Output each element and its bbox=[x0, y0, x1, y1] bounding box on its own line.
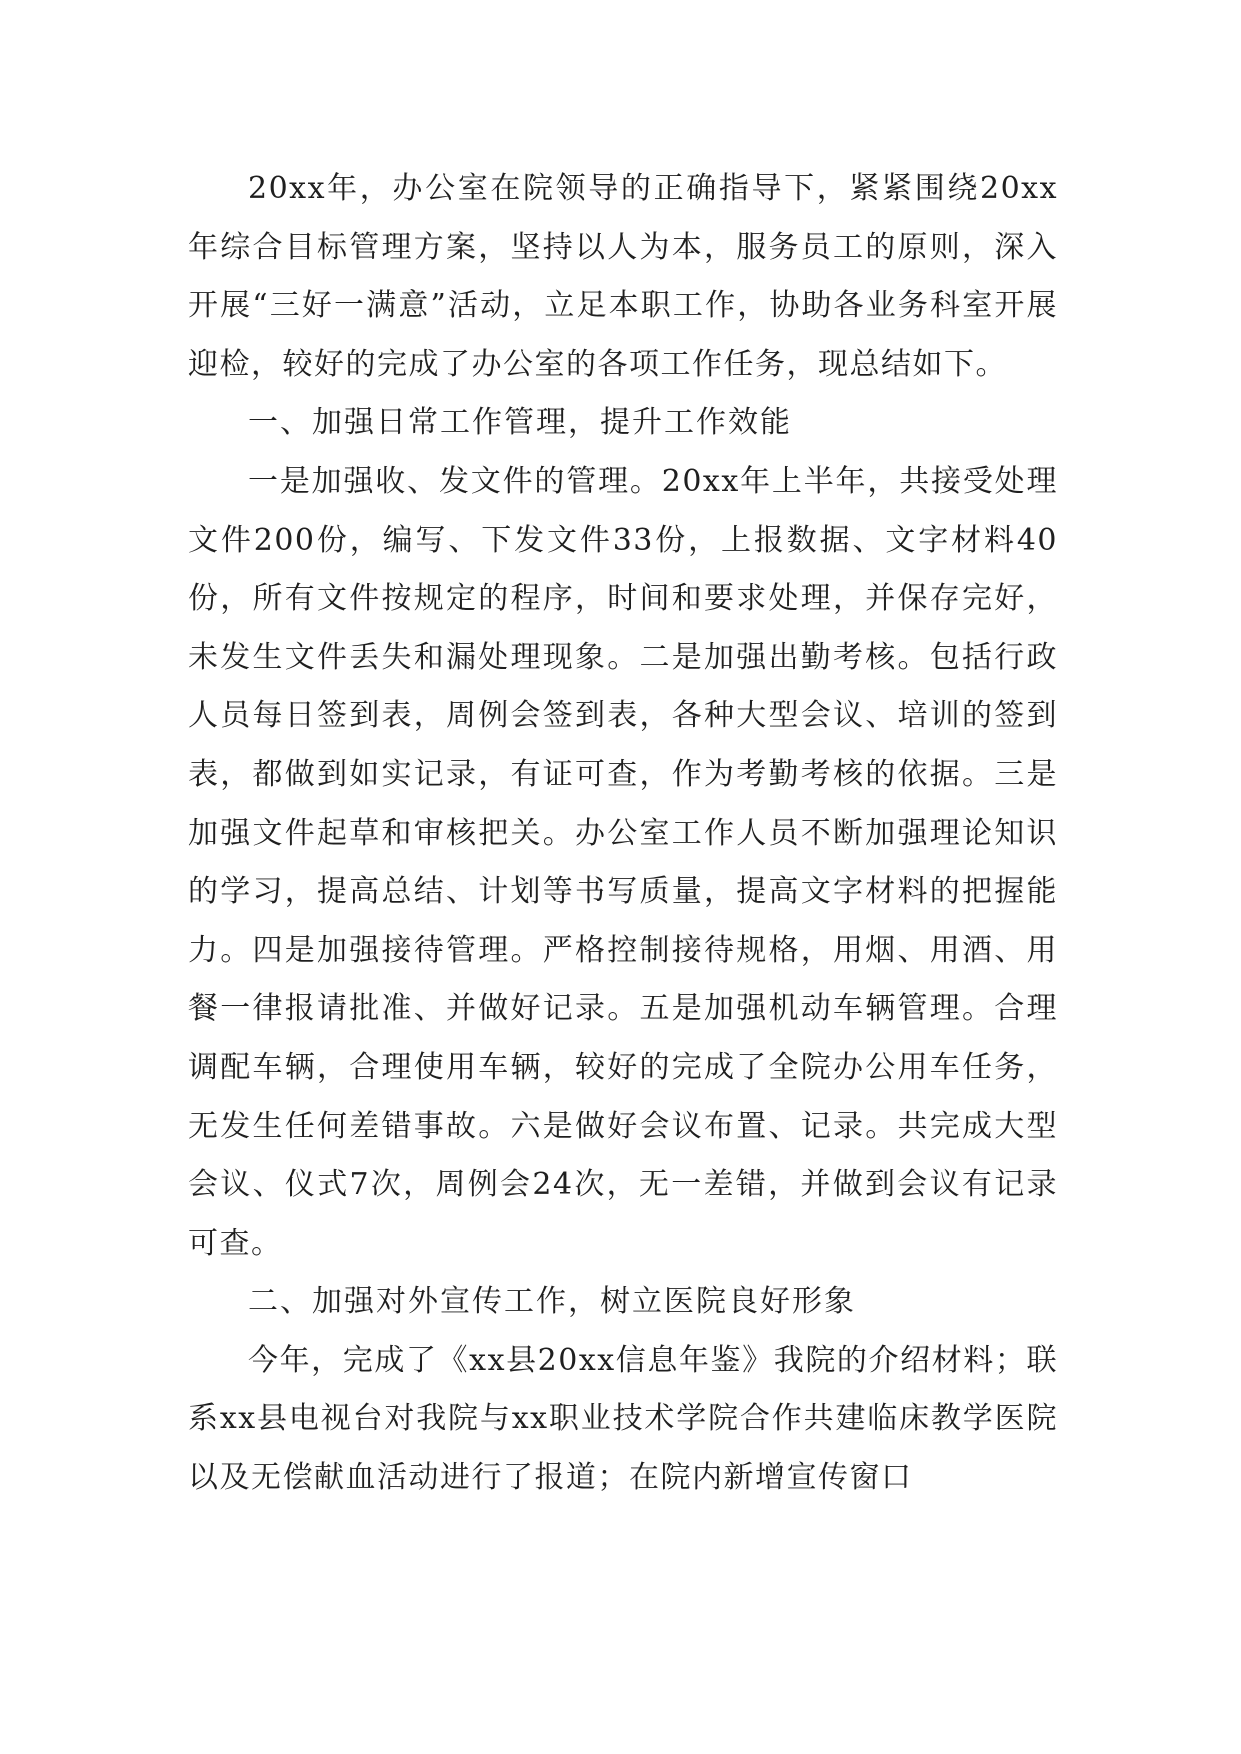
intro-paragraph: 20xx年，办公室在院领导的正确指导下，紧紧围绕20xx年综合目标管理方案，坚持以人为本，服务员工的原则，深入开展“三好一满意”活动，立足本职工作，协助各业务科室开展迎检，较好的完成了办公室的各项工作任务，现总结如下。 bbox=[188, 171, 1058, 382]
section-1-paragraph: 一是加强收、发文件的管理。20xx年上半年，共接受处理文件200份，编写、下发文件33份，上报数据、文字材料40份，所有文件按规定的程序，时间和要求处理，并保存完好，未发生文件丢失和漏处理现象。二是加强出勤考核。包括行政人员每日签到表，周例会签到表，各种大型会议、培训的签到表，都做到如实记录，有证可查，作为考勤考核的依据。三是加强文件起草和审核把关。办公室工作人员不断加强理论知识的学习，提高总结、计划等书写质量，提高文字材料的把握能力。四是加强接待管理。严格控制接待规格，用烟、用酒、用餐一律报请批准、并做好记录。五是加强机动车辆管理。合理调配车辆，合理使用车辆，较好的完成了全院办公用车任务，无发生任何差错事故。六是做好会议布置、记录。共完成大型会议、仪式7次，周例会24次，无一差错，并做到会议有记录可查。 bbox=[188, 463, 1058, 1261]
section-heading-2: 二、加强对外宣传工作，树立医院良好形象 bbox=[248, 1284, 856, 1320]
section-2-paragraph: 今年，完成了《xx县20xx信息年鉴》我院的介绍材料；联系xx县电视台对我院与xx职业技术学院合作共建临床教学医院以及无偿献血活动进行了报道；在院内新增宣传窗口 bbox=[188, 1342, 1058, 1496]
section-heading-1: 一、加强日常工作管理，提升工作效能 bbox=[248, 405, 792, 441]
document-body bbox=[188, 160, 1058, 1508]
